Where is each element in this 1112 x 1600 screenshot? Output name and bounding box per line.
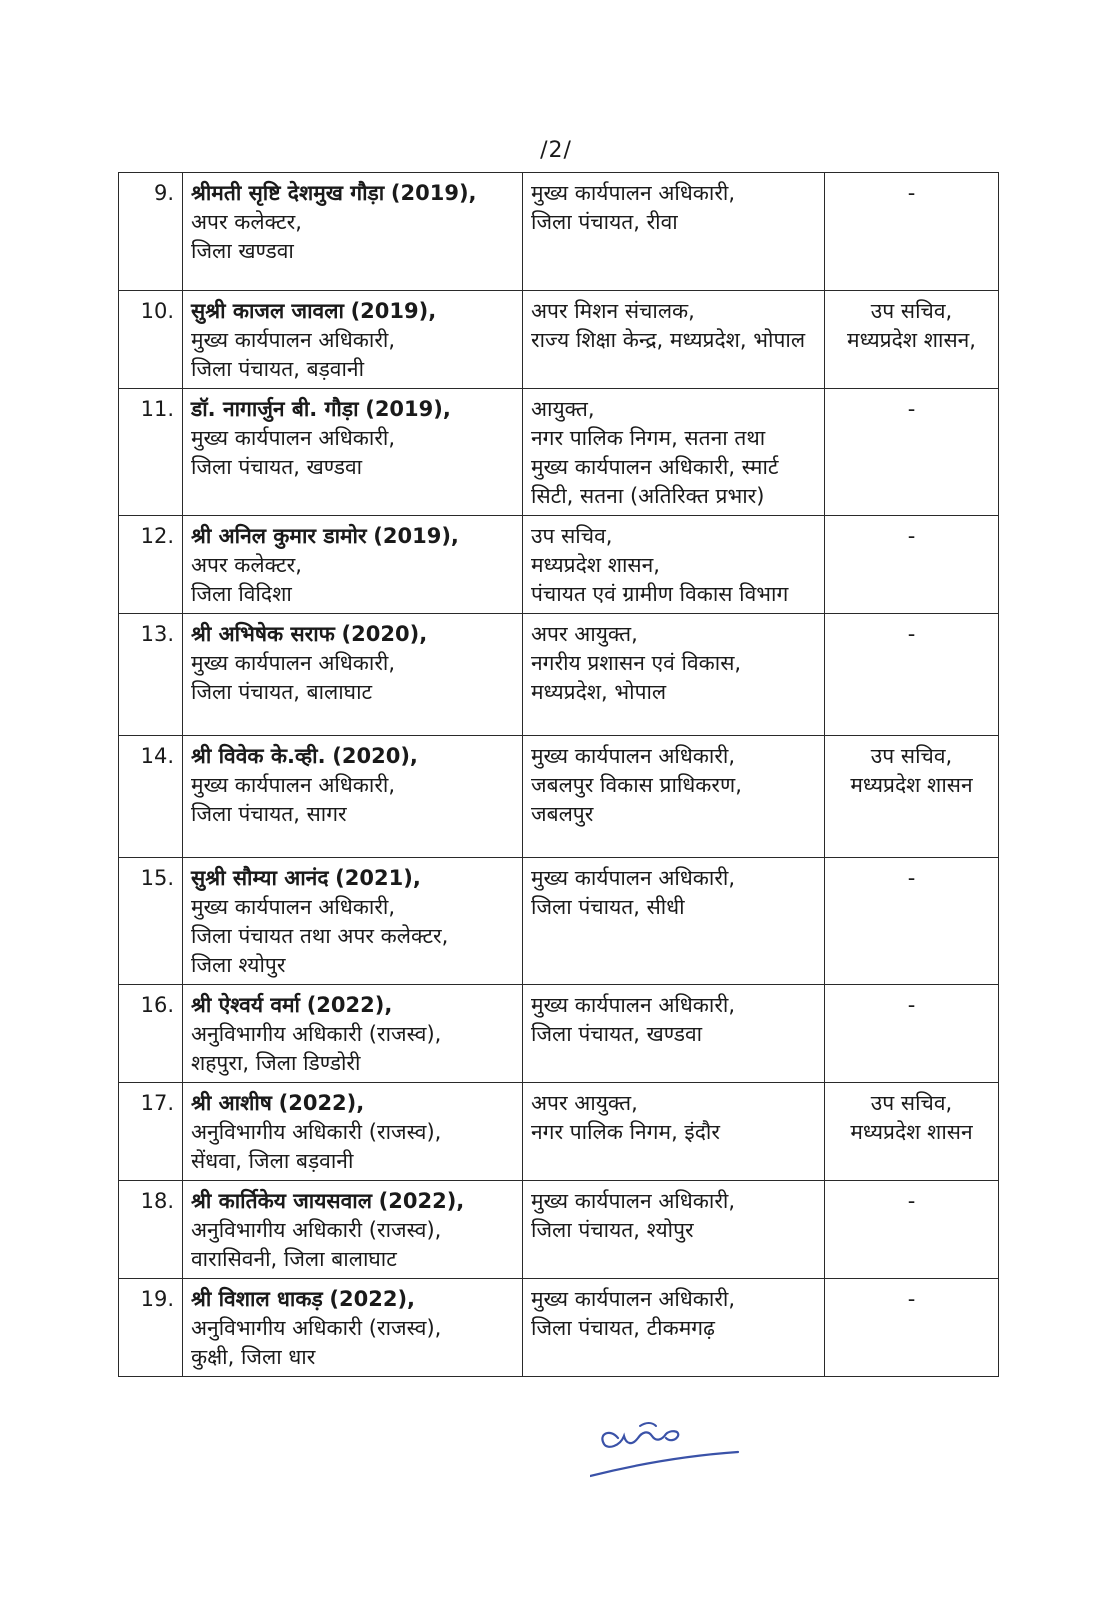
new-posting-line: जिला पंचायत, टीकमगढ़: [531, 1316, 715, 1340]
officer-batch: (2019),: [350, 299, 437, 323]
new-posting-cell: [523, 173, 825, 291]
additional-charge-line: उप सचिव,: [870, 1091, 953, 1115]
officer-name: श्री अभिषेक सराफ: [191, 622, 335, 646]
new-posting-cell: [523, 985, 825, 1083]
new-posting-line: जिला पंचायत, खण्डवा: [531, 1022, 703, 1046]
new-posting-line: जिला पंचायत, रीवा: [531, 210, 678, 234]
current-posting-line: अपर कलेक्टर,: [191, 553, 302, 577]
new-posting-line: सिटी, सतना (अतिरिक्त प्रभार): [531, 484, 765, 508]
current-posting-line: मुख्य कार्यपालन अधिकारी,: [191, 426, 396, 450]
new-posting-line: जिला पंचायत, श्योपुर: [531, 1218, 694, 1242]
current-posting-line: अनुविभागीय अधिकारी (राजस्व),: [191, 1316, 442, 1340]
officer-cell: [183, 516, 523, 614]
officer-name-line: [191, 297, 514, 326]
current-posting-line: शहपुरा, जिला डिण्डोरी: [191, 1051, 361, 1075]
current-posting-line: सेंधवा, जिला बड़वानी: [191, 1149, 354, 1173]
current-posting-line: जिला पंचायत, बड़वानी: [191, 357, 365, 381]
officer-batch: (2020),: [341, 622, 428, 646]
signature-image: [590, 1408, 760, 1488]
current-posting-line: अनुविभागीय अधिकारी (राजस्व),: [191, 1218, 442, 1242]
additional-charge-cell: [825, 291, 999, 389]
serial-number: 16.: [119, 985, 183, 1083]
new-posting-cell: [523, 291, 825, 389]
table-row: [119, 1279, 999, 1377]
additional-charge-line: -: [907, 1189, 916, 1213]
additional-charge-line: -: [907, 866, 916, 890]
officer-batch: (2021),: [335, 866, 421, 890]
officer-cell: [183, 1083, 523, 1181]
new-posting-line: पंचायत एवं ग्रामीण विकास विभाग: [531, 582, 789, 606]
new-posting-cell: [523, 858, 825, 985]
additional-charge-line: मध्यप्रदेश शासन,: [847, 328, 976, 352]
new-posting-line: मुख्य कार्यपालन अधिकारी,: [531, 1287, 736, 1311]
officer-name: डॉ. नागार्जुन बी. गौड़ा: [191, 397, 359, 421]
additional-charge-line: -: [907, 1287, 916, 1311]
new-posting-line: मुख्य कार्यपालन अधिकारी,: [531, 181, 736, 205]
officer-name-line: [191, 522, 514, 551]
officer-batch: (2022),: [306, 993, 393, 1017]
page-number: /2/: [540, 138, 572, 163]
additional-charge-cell: [825, 736, 999, 858]
current-posting-line: अनुविभागीय अधिकारी (राजस्व),: [191, 1120, 442, 1144]
officer-batch: (2022),: [278, 1091, 365, 1115]
additional-charge-cell: [825, 985, 999, 1083]
additional-charge-cell: [825, 858, 999, 985]
new-posting-line: उप सचिव,: [531, 524, 613, 548]
new-posting-cell: [523, 1279, 825, 1377]
additional-charge-cell: [825, 1083, 999, 1181]
serial-number: 11.: [119, 389, 183, 516]
new-posting-line: आयुक्त,: [531, 397, 595, 421]
serial-number: 17.: [119, 1083, 183, 1181]
additional-charge-line: -: [907, 524, 916, 548]
serial-number: 10.: [119, 291, 183, 389]
officer-cell: [183, 614, 523, 736]
new-posting-line: अपर मिशन संचालक,: [531, 299, 695, 323]
officer-cell: [183, 291, 523, 389]
table-row: [119, 736, 999, 858]
officer-name-line: [191, 179, 514, 208]
current-posting-line: मुख्य कार्यपालन अधिकारी,: [191, 773, 396, 797]
new-posting-line: अपर आयुक्त,: [531, 1091, 638, 1115]
table-row: [119, 985, 999, 1083]
table-row: [119, 389, 999, 516]
additional-charge-line: -: [907, 622, 916, 646]
transfer-table-body: [119, 173, 999, 1377]
officer-name-line: [191, 742, 514, 771]
officer-name: श्री विवेक के.व्ही.: [191, 744, 326, 768]
officer-cell: [183, 736, 523, 858]
new-posting-line: जिला पंचायत, सीधी: [531, 895, 685, 919]
current-posting-line: जिला श्योपुर: [191, 953, 286, 977]
new-posting-cell: [523, 736, 825, 858]
new-posting-line: मुख्य कार्यपालन अधिकारी,: [531, 1189, 736, 1213]
table-row: [119, 291, 999, 389]
transfer-table: [118, 172, 999, 1377]
officer-name: श्री आशीष: [191, 1091, 272, 1115]
officer-name-line: [191, 1089, 514, 1118]
officer-name-line: [191, 1285, 514, 1314]
new-posting-line: नगर पालिक निगम, सतना तथा: [531, 426, 766, 450]
table-row: [119, 858, 999, 985]
current-posting-line: जिला पंचायत, खण्डवा: [191, 455, 363, 479]
officer-name: श्री कार्तिकेय जायसवाल: [191, 1189, 372, 1213]
new-posting-cell: [523, 1181, 825, 1279]
officer-cell: [183, 389, 523, 516]
current-posting-line: जिला पंचायत, सागर: [191, 802, 347, 826]
new-posting-line: जबलपुर: [531, 802, 594, 826]
additional-charge-cell: [825, 614, 999, 736]
new-posting-cell: [523, 1083, 825, 1181]
serial-number: 9.: [119, 173, 183, 291]
additional-charge-cell: [825, 389, 999, 516]
current-posting-line: जिला पंचायत, बालाघाट: [191, 680, 373, 704]
officer-cell: [183, 173, 523, 291]
new-posting-line: मध्यप्रदेश शासन,: [531, 553, 660, 577]
new-posting-line: नगरीय प्रशासन एवं विकास,: [531, 651, 742, 675]
table-row: [119, 1181, 999, 1279]
new-posting-line: नगर पालिक निगम, इंदौर: [531, 1120, 720, 1144]
table-row: [119, 1083, 999, 1181]
officer-cell: [183, 985, 523, 1083]
officer-name-line: [191, 395, 514, 424]
officer-batch: (2019),: [365, 397, 451, 421]
officer-name: सुश्री सौम्या आनंद: [191, 866, 329, 890]
new-posting-line: मुख्य कार्यपालन अधिकारी,: [531, 744, 736, 768]
serial-number: 12.: [119, 516, 183, 614]
officer-name: श्रीमती सृष्टि देशमुख गौड़ा: [191, 181, 385, 205]
officer-name-line: [191, 620, 514, 649]
officer-name: श्री विशाल धाकड़: [191, 1287, 323, 1311]
additional-charge-cell: [825, 173, 999, 291]
serial-number: 19.: [119, 1279, 183, 1377]
new-posting-line: मुख्य कार्यपालन अधिकारी,: [531, 866, 736, 890]
new-posting-cell: [523, 516, 825, 614]
officer-name-line: [191, 991, 514, 1020]
current-posting-line: मुख्य कार्यपालन अधिकारी,: [191, 651, 396, 675]
additional-charge-line: -: [907, 181, 916, 205]
new-posting-line: राज्य शिक्षा केन्द्र, मध्यप्रदेश, भोपाल: [531, 328, 806, 352]
table-row: [119, 516, 999, 614]
new-posting-line: मध्यप्रदेश, भोपाल: [531, 680, 667, 704]
additional-charge-cell: [825, 1181, 999, 1279]
current-posting-line: जिला पंचायत तथा अपर कलेक्टर,: [191, 924, 449, 948]
officer-batch: (2020),: [332, 744, 418, 768]
officer-cell: [183, 1181, 523, 1279]
officer-batch: (2019),: [373, 524, 459, 548]
officer-cell: [183, 1279, 523, 1377]
new-posting-line: अपर आयुक्त,: [531, 622, 638, 646]
current-posting-line: जिला विदिशा: [191, 582, 292, 606]
officer-name-line: [191, 1187, 514, 1216]
table-row: [119, 173, 999, 291]
officer-cell: [183, 858, 523, 985]
new-posting-line: मुख्य कार्यपालन अधिकारी,: [531, 993, 736, 1017]
new-posting-line: मुख्य कार्यपालन अधिकारी, स्मार्ट: [531, 455, 779, 479]
officer-name: श्री अनिल कुमार डामोर: [191, 524, 367, 548]
current-posting-line: अपर कलेक्टर,: [191, 210, 302, 234]
additional-charge-cell: [825, 1279, 999, 1377]
officer-batch: (2019),: [390, 181, 477, 205]
serial-number: 14.: [119, 736, 183, 858]
current-posting-line: जिला खण्डवा: [191, 239, 294, 263]
additional-charge-line: मध्यप्रदेश शासन: [850, 773, 973, 797]
current-posting-line: अनुविभागीय अधिकारी (राजस्व),: [191, 1022, 442, 1046]
officer-batch: (2022),: [329, 1287, 416, 1311]
current-posting-line: मुख्य कार्यपालन अधिकारी,: [191, 328, 396, 352]
officer-name: श्री ऐश्वर्य वर्मा: [191, 993, 300, 1017]
additional-charge-line: उप सचिव,: [870, 744, 953, 768]
additional-charge-line: मध्यप्रदेश शासन: [850, 1120, 973, 1144]
additional-charge-line: उप सचिव,: [870, 299, 953, 323]
current-posting-line: कुक्षी, जिला धार: [191, 1345, 316, 1369]
additional-charge-line: -: [907, 993, 916, 1017]
additional-charge-line: -: [907, 397, 916, 421]
officer-name-line: [191, 864, 514, 893]
officer-batch: (2022),: [378, 1189, 465, 1213]
serial-number: 13.: [119, 614, 183, 736]
serial-number: 18.: [119, 1181, 183, 1279]
current-posting-line: मुख्य कार्यपालन अधिकारी,: [191, 895, 396, 919]
officer-name: सुश्री काजल जावला: [191, 299, 344, 323]
additional-charge-cell: [825, 516, 999, 614]
new-posting-cell: [523, 614, 825, 736]
new-posting-cell: [523, 389, 825, 516]
table-row: [119, 614, 999, 736]
serial-number: 15.: [119, 858, 183, 985]
new-posting-line: जबलपुर विकास प्राधिकरण,: [531, 773, 742, 797]
current-posting-line: वारासिवनी, जिला बालाघाट: [191, 1247, 397, 1271]
